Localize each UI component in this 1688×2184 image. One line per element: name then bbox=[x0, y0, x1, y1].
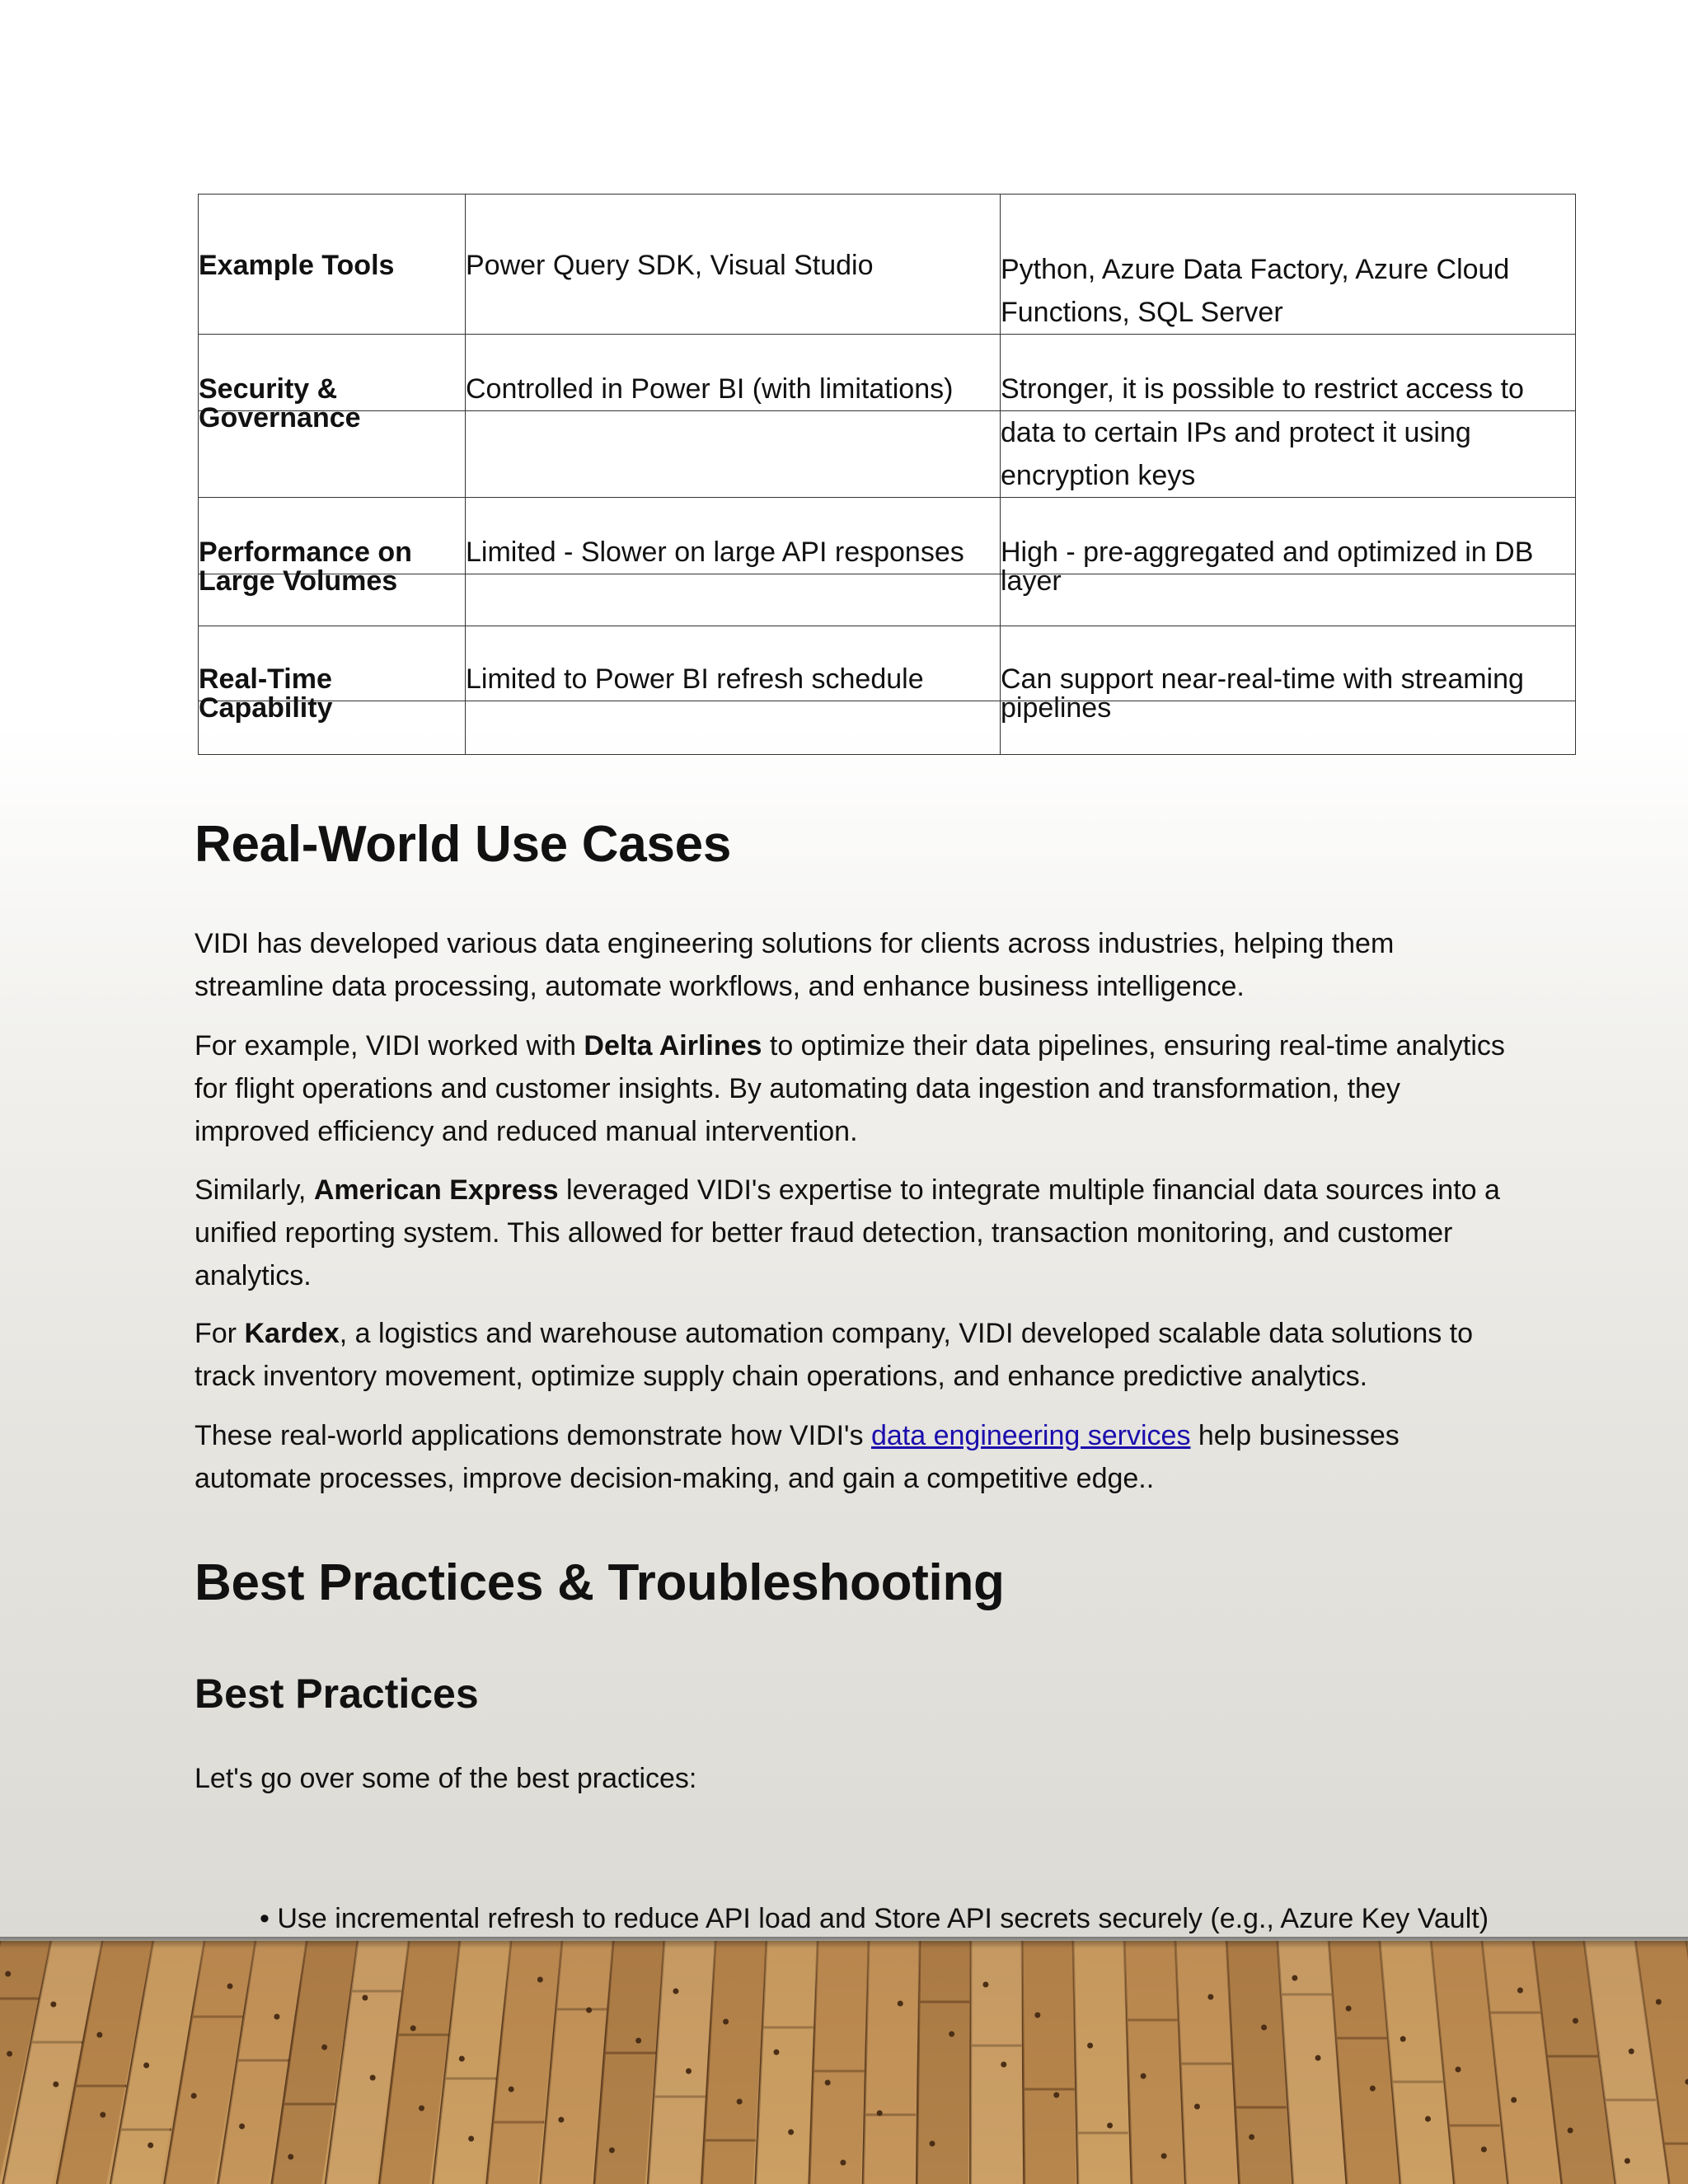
table-cell: Limited - Slower on large API responses bbox=[466, 537, 964, 568]
wood-knot bbox=[1425, 2116, 1431, 2122]
table-row bbox=[199, 498, 1576, 574]
wood-knot bbox=[609, 2148, 615, 2154]
paragraph: These real-world applications demonstrate how VIDI's data engineering services help businesses automate processes, improve decision-making, and gain a competitive edge.. bbox=[195, 1420, 1400, 1494]
wood-knot bbox=[1194, 2104, 1200, 2110]
wood-knot bbox=[362, 1995, 368, 2001]
paragraph: VIDI has developed various data engineering solutions for clients across industries, helping them streamline data processing, automate workflows, and enhance business intelligence. bbox=[195, 928, 1395, 1002]
wood-knot bbox=[50, 2002, 56, 2008]
wood-knot bbox=[468, 2136, 474, 2142]
wood-knot bbox=[459, 2056, 465, 2062]
wood-knot bbox=[1249, 2135, 1254, 2140]
wood-knot bbox=[1568, 2128, 1573, 2134]
wood-knot bbox=[143, 2063, 149, 2069]
wood-knot bbox=[1001, 2062, 1006, 2068]
table-cell: pipelines bbox=[1001, 692, 1112, 724]
wood-knot bbox=[1315, 2055, 1321, 2061]
wood-plank bbox=[1073, 1941, 1130, 2184]
wood-knot bbox=[1346, 2006, 1352, 2012]
wood-knot bbox=[1517, 1988, 1523, 1994]
wood-knot bbox=[537, 1977, 543, 1983]
table-cell: Python, Azure Data Factory, Azure Cloud Functions, SQL Server bbox=[1001, 194, 1576, 335]
wood-knot bbox=[370, 2075, 376, 2081]
wood-knot bbox=[737, 2099, 743, 2105]
client-name: Delta Airlines bbox=[584, 1030, 762, 1062]
wood-knot bbox=[1107, 2123, 1113, 2129]
wood-knot bbox=[1625, 2158, 1630, 2164]
wood-knot bbox=[239, 2124, 245, 2130]
wood-plank bbox=[863, 1941, 920, 2184]
wood-floor bbox=[0, 1941, 1688, 2184]
client-name: Kardex bbox=[244, 1318, 340, 1349]
table-cell: High - pre-aggregated and optimized in DB bbox=[1001, 537, 1534, 568]
wood-plank bbox=[1124, 1941, 1184, 2184]
wood-knot bbox=[949, 2032, 954, 2037]
wood-knot bbox=[1141, 2074, 1146, 2079]
page-shadow bbox=[0, 1937, 1688, 1948]
wood-knot bbox=[1292, 1975, 1297, 1981]
wood-knot bbox=[929, 2141, 935, 2147]
wood-knot bbox=[419, 2106, 424, 2111]
wood-knot bbox=[53, 2082, 59, 2088]
table-row bbox=[199, 701, 1576, 755]
wood-knot bbox=[1053, 2093, 1059, 2098]
wood-knot bbox=[877, 2111, 883, 2116]
wood-knot bbox=[148, 2143, 153, 2149]
row-label: Performance on bbox=[199, 537, 412, 568]
wood-knot bbox=[509, 2087, 514, 2093]
wood-knot bbox=[558, 2117, 564, 2123]
subheading-best-practices: Best Practices bbox=[195, 1671, 479, 1717]
wood-knot bbox=[1261, 2025, 1267, 2031]
wood-knot bbox=[1034, 2013, 1040, 2018]
bullet-icon: • bbox=[260, 1903, 278, 1934]
wood-knot bbox=[100, 2112, 106, 2118]
wood-knot bbox=[1511, 2097, 1517, 2103]
wood-plank bbox=[917, 1941, 971, 2184]
data-engineering-services-link[interactable]: data engineering services bbox=[870, 1420, 1191, 1451]
wood-knot bbox=[773, 2050, 779, 2055]
paragraph: For Kardex, a logistics and warehouse automation company, VIDI developed scalable data solutions to track inventory movement, optimize supply chain operations, and enhance predictive analytics. bbox=[195, 1318, 1474, 1392]
paragraph: For example, VIDI worked with Delta Airlines to optimize their data pipelines, ensuring real-time analytics for flight operations and customer insights. By automating data ingestion and transformation, they improved efficiency and reduced manual intervention. bbox=[195, 1030, 1505, 1147]
wood-knot bbox=[673, 1989, 678, 1994]
section-heading-best-practices: Best Practices & Troubleshooting bbox=[195, 1554, 1005, 1611]
wood-knot bbox=[982, 1982, 988, 1988]
table-row bbox=[199, 411, 1576, 498]
wood-knot bbox=[7, 2051, 12, 2057]
wood-knot bbox=[5, 1971, 11, 1977]
table-row bbox=[199, 194, 1576, 335]
section-heading-use-cases: Real-World Use Cases bbox=[195, 816, 731, 873]
wood-knot bbox=[723, 2019, 729, 2025]
wood-knot bbox=[1161, 2154, 1167, 2159]
table-cell: layer bbox=[1001, 565, 1062, 597]
row-label: Real-Time bbox=[199, 663, 332, 695]
wood-knot bbox=[1400, 2036, 1406, 2042]
wood-knot bbox=[1481, 2147, 1487, 2153]
row-label: Large Volumes bbox=[199, 565, 398, 597]
wood-knot bbox=[321, 2045, 327, 2050]
wood-knot bbox=[1370, 2086, 1376, 2092]
paragraph: Let's go over some of the best practices: bbox=[195, 1763, 697, 1794]
wood-knot bbox=[410, 2026, 416, 2032]
table-cell: data to certain IPs and protect it using bbox=[1001, 417, 1471, 448]
table-cell: Stronger, it is possible to restrict access to bbox=[1001, 373, 1524, 405]
table-row bbox=[199, 574, 1576, 626]
wood-knot bbox=[191, 2093, 197, 2099]
table-cell: encryption keys bbox=[1001, 460, 1196, 491]
wood-knot bbox=[1456, 2067, 1461, 2073]
wood-plank bbox=[809, 1941, 869, 2184]
table-row bbox=[199, 626, 1576, 701]
wood-knot bbox=[686, 2069, 692, 2074]
table-row bbox=[199, 335, 1576, 411]
comparison-table bbox=[198, 194, 1576, 755]
client-name: American Express bbox=[313, 1174, 559, 1206]
row-label: Example Tools bbox=[199, 194, 466, 335]
list-item: • Use incremental refresh to reduce API load and Store API secrets securely (e.g., Azure Key Vault) bbox=[260, 1903, 1489, 1934]
wood-knot bbox=[788, 2130, 794, 2135]
wood-knot bbox=[1087, 2043, 1093, 2049]
wood-knot bbox=[586, 2008, 592, 2013]
wood-knot bbox=[227, 1984, 232, 1990]
table-cell: Controlled in Power BI (with limitations) bbox=[466, 373, 954, 405]
wood-knot bbox=[1573, 2018, 1578, 2024]
table-cell: Power Query SDK, Visual Studio bbox=[466, 194, 1001, 335]
wood-plank bbox=[1022, 1941, 1076, 2184]
row-label: Security & bbox=[199, 373, 338, 405]
wood-knot bbox=[635, 2038, 641, 2044]
paragraph: Similarly, American Express leveraged VIDI's expertise to integrate multiple financial data sources into a unified reporting system. This allowed for better fraud detection, transaction monitoring, and customer analytics. bbox=[195, 1174, 1500, 1291]
wood-knot bbox=[1656, 1999, 1662, 2005]
wood-knot bbox=[1207, 1994, 1213, 2000]
wood-knot bbox=[898, 2001, 903, 2007]
wood-knot bbox=[288, 2154, 293, 2160]
wood-plank bbox=[971, 1941, 1022, 2184]
wood-knot bbox=[96, 2032, 102, 2038]
row-label: Governance bbox=[199, 402, 361, 434]
wood-knot bbox=[840, 2160, 846, 2166]
wood-knot bbox=[274, 2014, 279, 2020]
wood-knot bbox=[1629, 2049, 1634, 2055]
table-cell: Can support near-real-time with streaming bbox=[1001, 663, 1524, 695]
table-cell: Limited to Power BI refresh schedule bbox=[466, 663, 924, 695]
wood-knot bbox=[825, 2080, 831, 2086]
row-label: Capability bbox=[199, 692, 333, 724]
